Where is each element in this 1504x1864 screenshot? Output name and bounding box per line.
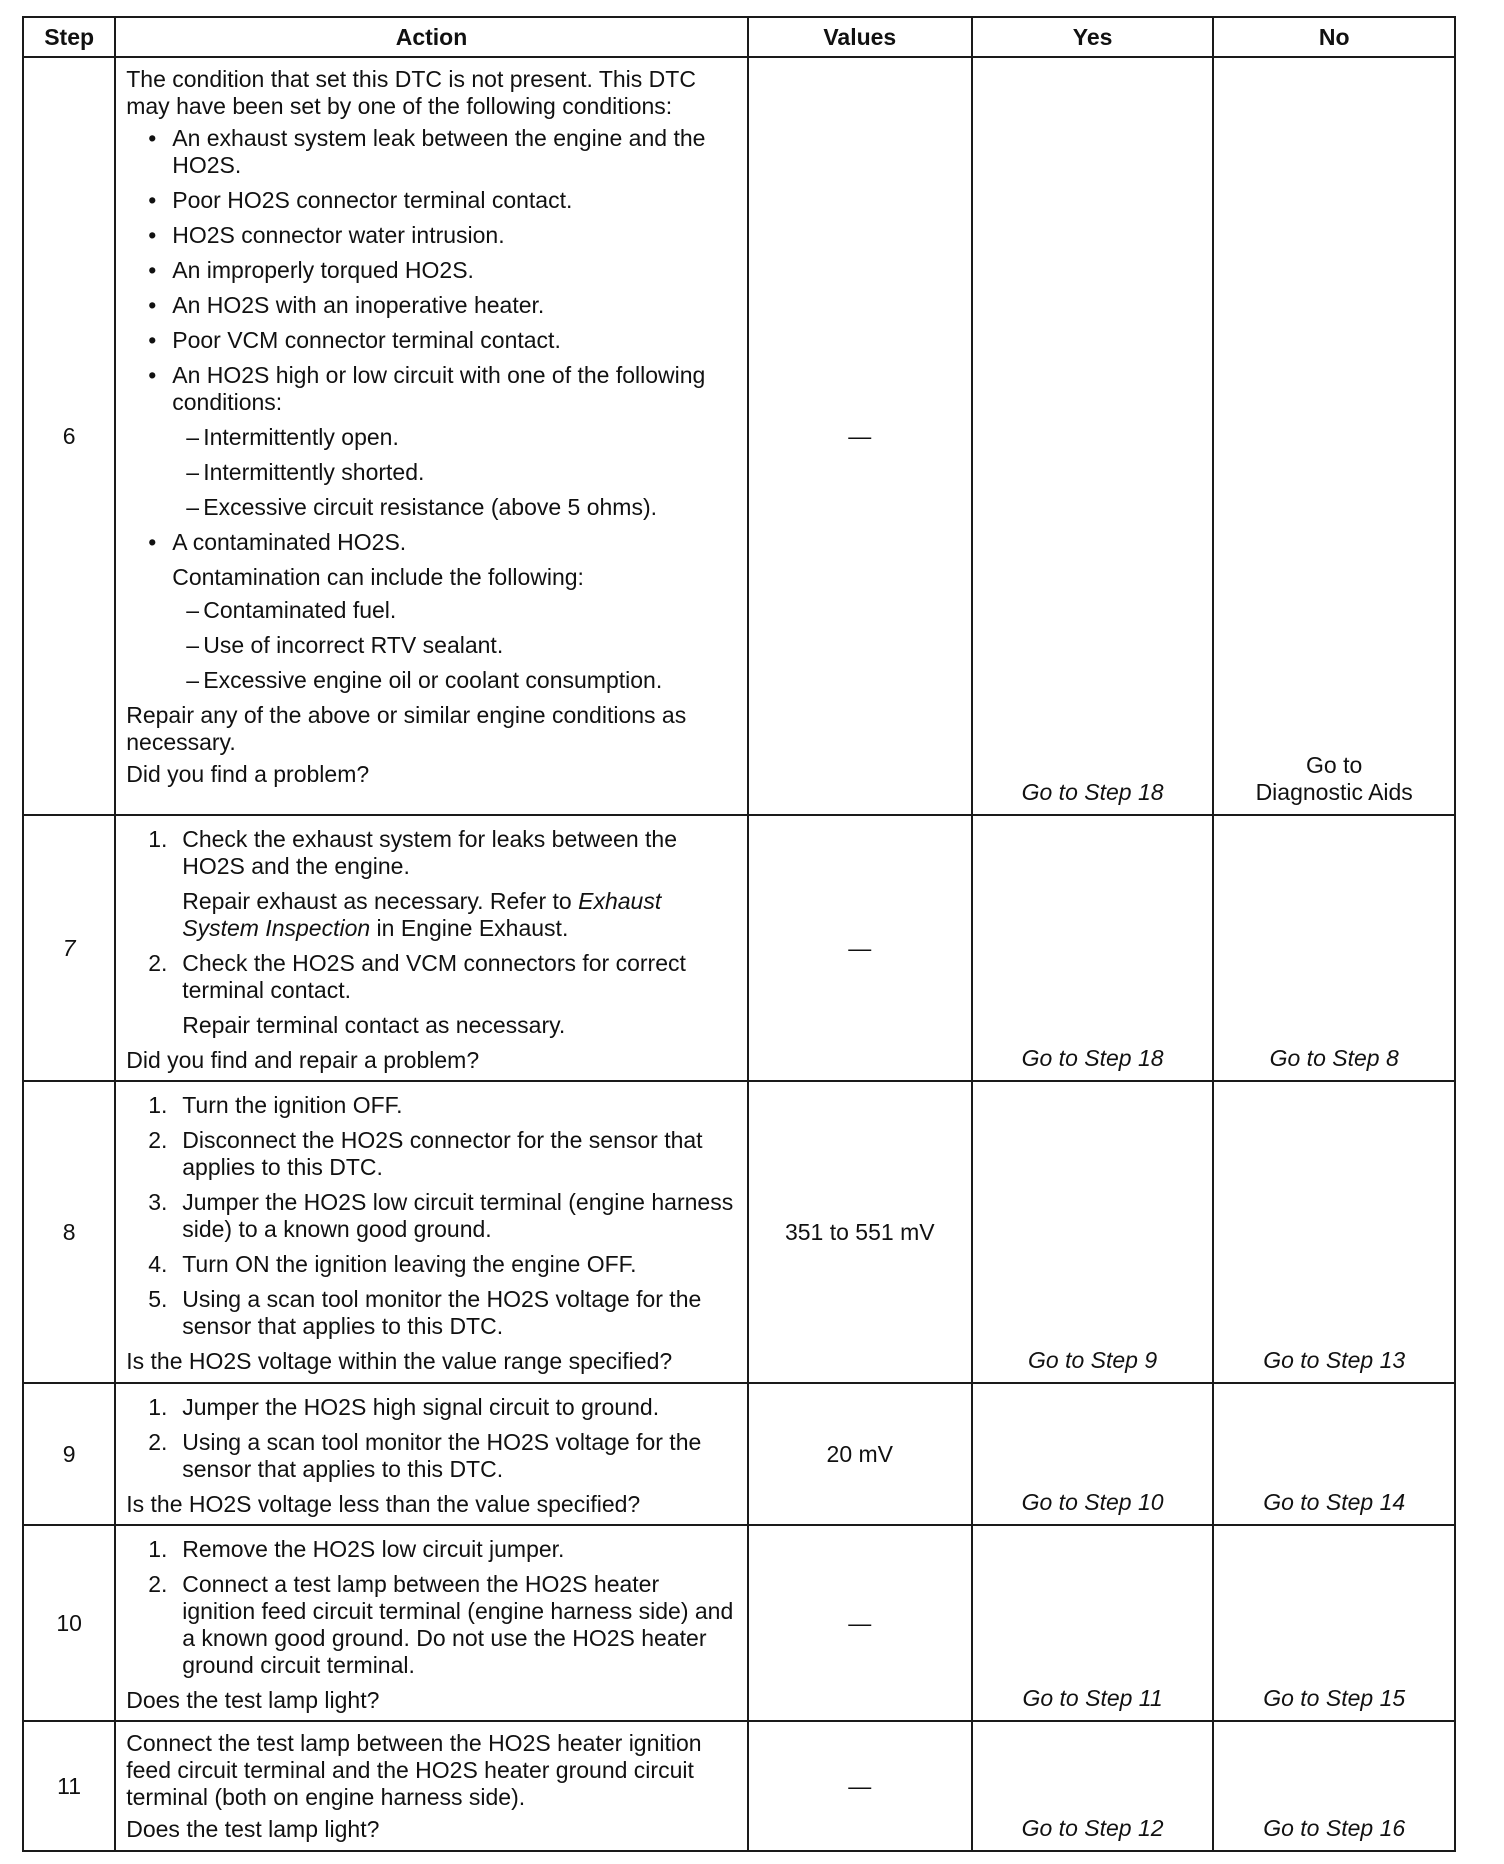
question-text: Is the HO2S voltage within the value range specified?: [126, 1348, 673, 1374]
yes-cell: Go to Step 12: [972, 1721, 1214, 1851]
action-cell: [115, 1721, 748, 1851]
table-row: [23, 1721, 1455, 1851]
no-text-line1: Go to: [1306, 752, 1363, 778]
item-number: 5.: [148, 1286, 168, 1312]
action-text: The condition that set this DTC is not present. This DTC may have been set by one of the following conditions:: [126, 66, 696, 119]
list-item: • A contaminated HO2S.: [126, 529, 737, 556]
values-cell: —: [748, 1721, 972, 1851]
list-item: – Use of incorrect RTV sealant.: [126, 632, 737, 659]
no-cell: Go to Step 14: [1213, 1383, 1455, 1525]
item-number: 2.: [148, 1127, 168, 1153]
question-text: Did you find and repair a problem?: [126, 1047, 480, 1073]
contamination-note: Contamination can include the following:: [172, 564, 584, 590]
list-item: • An improperly torqued HO2S.: [126, 257, 737, 284]
sub-condition-list: [126, 424, 737, 521]
header-row: [23, 17, 1455, 57]
list-item: • Poor HO2S connector terminal contact.: [126, 187, 737, 214]
header-no: No: [1213, 17, 1455, 57]
item-number: 1.: [148, 1394, 168, 1420]
item-text: Turn the ignition OFF.: [182, 1092, 403, 1118]
action-text: Connect the test lamp between the HO2S heater ignition feed circuit terminal and the HO2S heater ground circuit terminal (both on engine harness side).: [126, 1730, 702, 1810]
item-text: Using a scan tool monitor the HO2S voltage for the sensor that applies to this DTC.: [182, 1429, 702, 1482]
condition-list: [126, 125, 737, 416]
action-cell: [115, 1081, 748, 1383]
header-step: Step: [23, 17, 115, 57]
list-item: – Intermittently shorted.: [126, 459, 737, 486]
yes-cell: Go to Step 9: [972, 1081, 1214, 1383]
table-row: [23, 1081, 1455, 1383]
question-text: Does the test lamp light?: [126, 1816, 380, 1842]
note-text: in Engine Exhaust.: [376, 915, 569, 941]
list-item: [126, 826, 737, 880]
yes-cell: Go to Step 18: [972, 815, 1214, 1081]
item-text: Jumper the HO2S high signal circuit to ground.: [182, 1394, 660, 1420]
no-text-line2: Diagnostic Aids: [1255, 779, 1413, 805]
item-number: 2.: [148, 950, 168, 976]
values-cell: —: [748, 57, 972, 815]
item-text: Turn ON the ignition leaving the engine OFF.: [182, 1251, 637, 1277]
condition-list: [126, 529, 737, 556]
no-cell: Go to Step 16: [1213, 1721, 1455, 1851]
list-item: • HO2S connector water intrusion.: [126, 222, 737, 249]
list-item: – Excessive circuit resistance (above 5 ohms).: [126, 494, 737, 521]
step-list: [126, 826, 737, 880]
step-list: [126, 1092, 737, 1340]
values-cell: 20 mV: [748, 1383, 972, 1525]
table-row: [23, 815, 1455, 1081]
list-item: [126, 362, 737, 416]
no-cell: Go to Step 15: [1213, 1525, 1455, 1721]
list-item: [126, 1536, 737, 1563]
item-number: 4.: [148, 1251, 168, 1277]
step-note: [126, 888, 737, 942]
item-text: Check the exhaust system for leaks between the HO2S and the engine.: [182, 826, 677, 879]
table-row: [23, 1525, 1455, 1721]
values-cell: —: [748, 1525, 972, 1721]
diagnostic-table: [22, 16, 1456, 1852]
step-list: [126, 1536, 737, 1679]
table-row: [23, 57, 1455, 815]
list-item: • Poor VCM connector terminal contact.: [126, 327, 737, 354]
step-list: [126, 1394, 737, 1483]
list-item: • An HO2S with an inoperative heater.: [126, 292, 737, 319]
step-number: 8: [23, 1081, 115, 1383]
item-text: Remove the HO2S low circuit jumper.: [182, 1536, 565, 1562]
question-text: Does the test lamp light?: [126, 1687, 380, 1713]
list-item: – Intermittently open.: [126, 424, 737, 451]
step-number: 9: [23, 1383, 115, 1525]
no-cell: Go to Step 8: [1213, 815, 1455, 1081]
list-item: [126, 1394, 737, 1421]
header-action: Action: [115, 17, 748, 57]
item-number: 1.: [148, 1092, 168, 1118]
sub-condition-list: [126, 597, 737, 694]
item-text: Disconnect the HO2S connector for the sensor that applies to this DTC.: [182, 1127, 703, 1180]
list-item: [126, 1127, 737, 1181]
item-number: 3.: [148, 1189, 168, 1215]
list-item: [126, 1571, 737, 1679]
yes-cell: Go to Step 11: [972, 1525, 1214, 1721]
list-item: – Contaminated fuel.: [126, 597, 737, 624]
step-note: Repair terminal contact as necessary.: [182, 1012, 566, 1038]
list-item: – Excessive engine oil or coolant consumption.: [126, 667, 737, 694]
action-cell: [115, 1383, 748, 1525]
item-text: Check the HO2S and VCM connectors for correct terminal contact.: [182, 950, 686, 1003]
yes-cell: Go to Step 18: [972, 57, 1214, 815]
item-number: 2.: [148, 1429, 168, 1455]
step-number: 7: [23, 815, 115, 1081]
list-item: [126, 1429, 737, 1483]
list-item: [126, 950, 737, 1004]
header-yes: Yes: [972, 17, 1214, 57]
step-number: 6: [23, 57, 115, 815]
item-number: 1.: [148, 1536, 168, 1562]
no-cell: [1213, 57, 1455, 815]
values-cell: 351 to 551 mV: [748, 1081, 972, 1383]
action-cell: [115, 815, 748, 1081]
step-number: 11: [23, 1721, 115, 1851]
item-number: 1.: [148, 826, 168, 852]
no-cell: Go to Step 13: [1213, 1081, 1455, 1383]
item-text: Jumper the HO2S low circuit terminal (engine harness side) to a known good ground.: [182, 1189, 734, 1242]
list-item: [126, 1189, 737, 1243]
question-text: Is the HO2S voltage less than the value specified?: [126, 1491, 641, 1517]
question-text: Did you find a problem?: [126, 761, 370, 787]
action-cell: [115, 1525, 748, 1721]
note-text: Repair exhaust as necessary. Refer to: [182, 888, 572, 914]
step-list: [126, 950, 737, 1004]
step-number: 10: [23, 1525, 115, 1721]
note-reference: Exhaust System Inspection: [182, 888, 662, 941]
yes-cell: Go to Step 10: [972, 1383, 1214, 1525]
header-values: Values: [748, 17, 972, 57]
values-cell: —: [748, 815, 972, 1081]
list-item: • An exhaust system leak between the engine and the HO2S.: [126, 125, 737, 179]
list-item-text: An HO2S high or low circuit with one of the following conditions:: [172, 362, 706, 415]
repair-text: Repair any of the above or similar engine conditions as necessary.: [126, 702, 687, 755]
item-number: 2.: [148, 1571, 168, 1597]
item-text: Connect a test lamp between the HO2S heater ignition feed circuit terminal (engine harness side) and a known good ground. Do not use the HO2S heater ground circuit terminal.: [182, 1571, 734, 1678]
table-row: [23, 1383, 1455, 1525]
list-item: [126, 1286, 737, 1340]
item-text: Using a scan tool monitor the HO2S voltage for the sensor that applies to this DTC.: [182, 1286, 702, 1339]
list-item: [126, 1092, 737, 1119]
action-cell: [115, 57, 748, 815]
list-item: [126, 1251, 737, 1278]
